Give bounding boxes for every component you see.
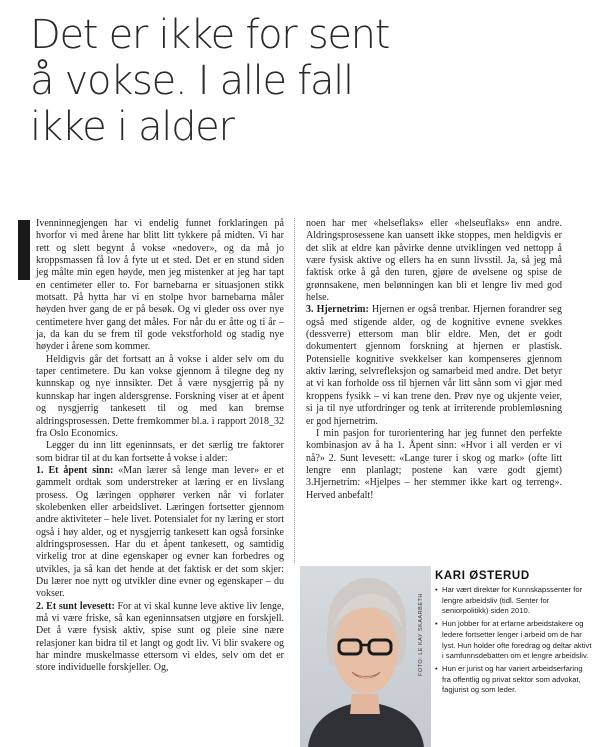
author-photo [300,566,431,747]
paragraph: Ivenninnegjengen har vi endelig funnet forklaringen på hvorfor vi med årene har blitt litt tykkere på midten. Vi har rett og slett begynt å vokse «nedover», og da må jo kroppsmassen få lov å fyte ut et sted. Det er en stund siden jeg målte min egen høyde, men jeg mistenker at jeg har tapt en centimeter eller to. For barnebarna er situasjonen stikk motsatt. På hytta har vi en stolpe hvor barnebarna måler høyden hver gang de er på besøk. Og vi gleder oss over nye centimetere hver gang det måles. For når du er åtte og ti år – ja, da kan du se frem til gode vekstforhold og stadig nye høyder i årene som kommer. [36,218,284,353]
factor-label: 1. Et åpent sinn: [36,464,114,476]
headline-line-3: ikke i alder [30,104,234,150]
author-name: KARI ØSTERUD [435,570,530,582]
article-column-right [306,218,562,502]
author-portrait-illustration [300,566,431,747]
paragraph: Heldigvis går det fortsatt an å vokse i alder selv om du taper centimetere. Du kan vokse gjennom å tilegne deg ny kunnskap og nye innsikter. Det å være nysgjerrig på ny kunnskap har ingen aldersgrense. Forskning viser at et åpent og nysgjerrig tankesett til og med kan bremse aldringsprosessen. Dette fremkommer bl.a. i rapport 2018_32 fra Oslo Economics. [36,353,284,439]
article-headline [30,12,590,150]
paragraph: 1. Et åpent sinn: «Man lærer så lenge man lever» er et gammelt ordtak som understreker at læring er en livslang prosess. Og læringen opphører verken når vi forlater skolebenken eller arbeidslivet. Læringen fortsetter gjennom andre aktiviteter – hele livet. Potensialet for ny læring er stort også i høy alder, og et nysgjerrig tankesett kan også forsinke aldringsprosessen. Har du et åpent tankesett, og samtidig virkelig tror at dine egenskaper og evner kan forbedres og utvikles, ja så kan det hende at det faktisk er det som skjer: Du lærer noe nytt og utvikler dine evner og egenskaper – du vokser. [36,464,284,600]
photo-credit: FOTO: LE KAY SKAARBETH [418,593,424,676]
column-divider [294,218,295,563]
article-column-left [36,218,284,675]
headline-line-2: å vokse. I alle fall [30,58,353,104]
bio-item: • Hun jobber for at erfarne arbeidstakere og ledere fortsetter lenger i arbeid om de har lyst. Hun holder ofte foredrag og deltar aktivt i samfunnsdebatten om et lengre arbeidsliv. [433,619,593,662]
bio-list [433,585,593,696]
factor-label: 2. Et sunt levesett: [36,600,115,612]
paragraph: Legger du inn litt egeninnsats, er det særlig tre faktorer som bidrar til at du kan fortsette å vokse i alder: [36,440,284,464]
headline-line-1: Det er ikke for sent [30,12,390,58]
bio-item: • Hun er jurist og har variert arbeidserfaring fra offentlig og privat sektor som advokat, fagjurist og som leder. [433,664,593,696]
paragraph: 3. Hjernetrim: Hjernen er også trenbar. Hjernen forandrer seg også med stigende alder, og de kognitive evnene svekkes (dessverre) ettersom man blir eldre. Men, det er godt dokumentert gjennom forskning at hjernen er plastisk. Potensielle kognitive svekkelser kan kompenseres gjennom aktiv læring, selvrefleksjon og samarbeid med andre. Det betyr at vi kan forholde oss til hjernen vår litt sånn som vi gjør med kroppens fysikk – vi kan trene den. Prøv nye og ukjente veier, si ja til nye utfordringer og tenk at irriterende problemløsning er god hjernetrim. [306,304,562,427]
paragraph: noen har mer «helseflaks» eller «helseuflaks» enn andre. Aldringsprosessene kan uansett ikke stoppes, men heldigvis er det slik at eldre kan påvirke denne utviklingen ved nettopp å være fysisk aktive og ellers ha en sunn livsstil. Ja, så jeg må faktisk orke å gå den turen, gjøre de øvelsene og spise de grønnsakene, men belønningen kan bli et lengre liv med god helse. [306,218,562,304]
author-bio-box [433,570,593,698]
drop-cap-bar [18,220,30,280]
paragraph: I min pasjon for turorientering har jeg funnet den perfekte kombinasjon av å ha 1. Åpent sinn: «Hvor i all verden er vi nå?» 2. Sunt levesett: «Lange turer i skog og mark» (ofte litt lengre enn planlagt; postene kan være godt gjemt) 3.Hjernetrim: «Hjelpes – her stemmer ikke kart og terreng». Herved anbefalt! [306,427,562,501]
paragraph: 2. Et sunt levesett: For at vi skal kunne leve aktive liv lenge, må vi være friske, så kan egeninnsatsen utgjøre en forskjell. Det å være fysisk aktiv, spise sunt og pleie sine nære relasjoner kan bidra til et langt og godt liv. Vi blir svakere og har mindre muskelmasse ettersom vi eldes, selv om det er store individuelle forskjeller. Og, [36,600,285,674]
bio-item: • Har vært direktør for Kunnskapssenter for lengre arbeidsliv (tidl. Senter for seniorpolitikk) siden 2010. [433,585,593,617]
factor-label: 3. Hjernetrim: [306,304,369,316]
